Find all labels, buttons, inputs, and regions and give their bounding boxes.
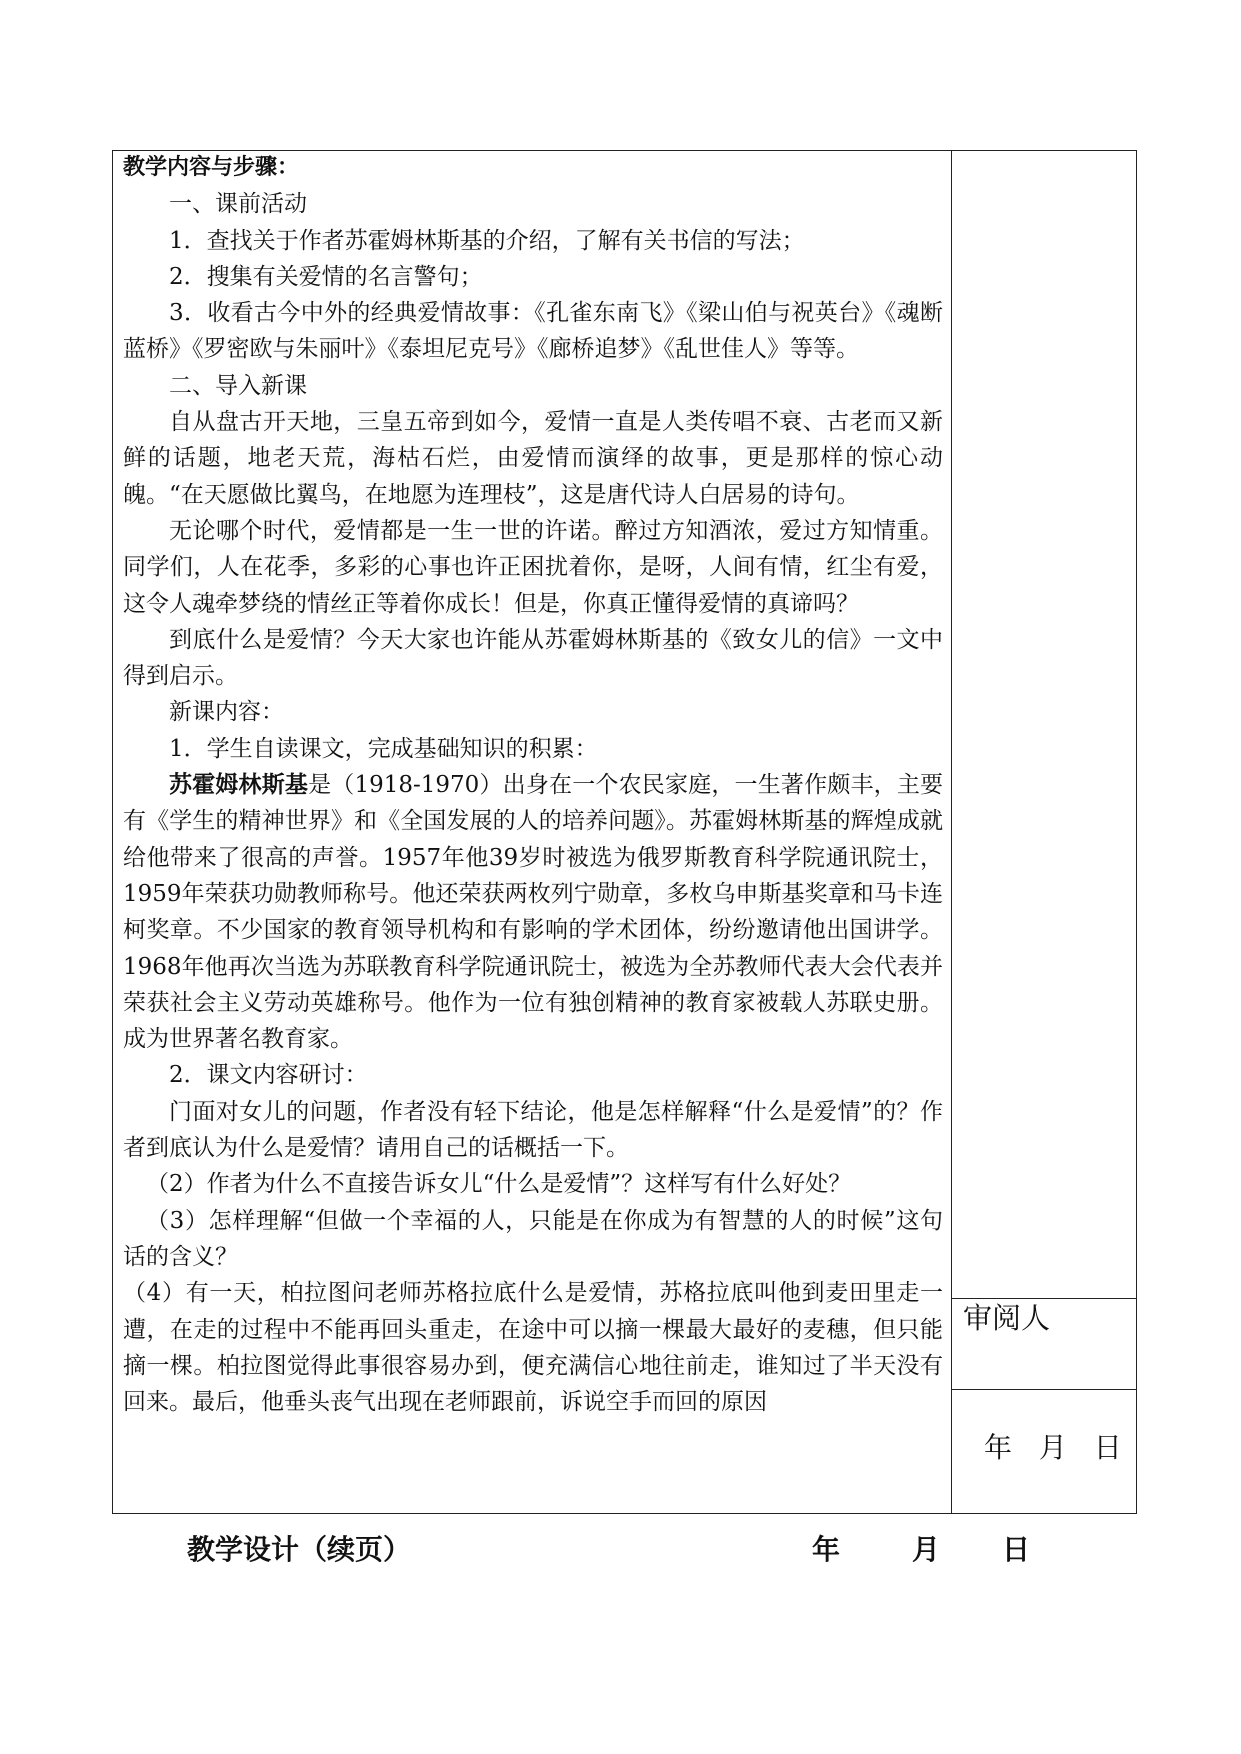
lesson-paragraph: [123, 767, 943, 1057]
lesson-paragraph: [123, 1057, 943, 1093]
paragraph-text: 是（1918-1970）出身在一个农民家庭，一生著作颇丰，主要有《学生的精神世界》和《全国发展的人的培养问题》。苏霍姆林斯基的辉煌成就给他带来了很高的声誉。1957年他39岁时被选为俄罗斯教育科学院通讯院士，1959年荣获功勋教师称号。他还荣获两枚列宁勋章，多枚乌申斯基奖章和马卡连柯奖章。不少国家的教育领导机构和有影响的学术团体，纷纷邀请他出国讲学。1968年他再次当选为苏联教育科学院通讯院士，被选为全苏教师代表大会代表并荣获社会主义劳动英雄称号。他作为一位有独创精神的教育家被载人苏联史册。成为世界著名教育家。: [123, 772, 943, 1053]
lesson-paragraph: [123, 404, 943, 513]
lesson-content: [123, 150, 943, 1420]
paragraph-text: 自从盘古开天地，三皇五帝到如今，爱情一直是人类传唱不衰、古老而又新鲜的话题，地老天荒，海枯石烂，由爱情而演绎的故事，更是那样的惊心动魄。“在天愿做比翼鸟，在地愿为连理枝”，这是唐代诗人白居易的诗句。: [123, 409, 943, 508]
paragraph-text: 1．学生自读课文，完成基础知识的积累：: [169, 735, 598, 762]
lesson-paragraph: [123, 731, 943, 767]
lesson-paragraph: [123, 513, 943, 622]
lesson-paragraph: [123, 223, 943, 259]
paragraph-text: 2．课文内容研讨：: [169, 1062, 368, 1089]
paragraph-text: 新课内容：: [169, 699, 284, 726]
lesson-paragraph: [123, 259, 943, 295]
paragraph-text: 无论哪个时代，爱情都是一生一世的许诺。醉过方知酒浓，爱过方知情重。同学们，人在花季，多彩的心事也许正困扰着你，是呀，人间有情，红尘有爱，这令人魂牵梦绕的情丝正等着你成长！但是，你真正懂得爱情的真谛吗？: [123, 517, 943, 617]
lesson-paragraph: [123, 186, 943, 222]
lesson-paragraph: [123, 1166, 943, 1202]
paragraph-text: （4）有一天，柏拉图问老师苏格拉底什么是爱情，苏格拉底叫他到麦田里走一遭，在走的过程中不能再回头重走，在途中可以摘一棵最大最好的麦穗，但只能摘一棵。柏拉图觉得此事很容易办到，便充满信心地往前走，谁知过了半天没有回来。最后，他垂头丧气出现在老师跟前，诉说空手而回的原因: [123, 1280, 943, 1416]
lesson-paragraphs: [123, 186, 943, 1420]
review-row-bottom-border: [951, 1389, 1137, 1390]
paragraph-text: （2）作者为什么不直接告诉女儿“什么是爱情”？这样写有什么好处？: [146, 1171, 852, 1198]
paragraph-text: 2．搜集有关爱情的名言警句；: [169, 263, 483, 290]
review-date: 年 月 日: [984, 1431, 1126, 1464]
paragraph-text: 二、导入新课: [169, 372, 307, 399]
lesson-heading: 教学内容与步骤：: [123, 155, 300, 180]
bold-name: 苏霍姆林斯基: [169, 772, 309, 799]
paragraph-text: 3．收看古今中外的经典爱情故事：《孔雀东南飞》《梁山伯与祝英台》《魂断蓝桥》《罗密欧与朱丽叶》《泰坦尼克号》《廊桥追梦》《乱世佳人》等等。: [123, 300, 943, 363]
paragraph-text: 门面对女儿的问题，作者没有轻下结论，他是怎样解释“什么是爱情”的？作者到底认为什么是爱情？请用自己的话概括一下。: [123, 1098, 943, 1162]
footer-day: 日: [1002, 1533, 1031, 1566]
footer-title: 教学设计（续页）: [187, 1533, 412, 1566]
lesson-paragraph: [123, 368, 943, 404]
paragraph-text: （3）怎样理解“但做一个幸福的人，只能是在你成为有智慧的人的时候”这句话的含义？: [123, 1207, 943, 1270]
paragraph-text: 到底什么是爱情？今天大家也许能从苏霍姆林斯基的《致女儿的信》一文中得到启示。: [123, 626, 943, 690]
footer-month: 月: [912, 1533, 941, 1566]
footer-year: 年: [812, 1533, 841, 1566]
lesson-paragraph: [123, 1094, 943, 1167]
reviewer-label: 审阅人: [963, 1301, 1051, 1335]
lesson-paragraph: [123, 1275, 943, 1420]
lesson-paragraph: [123, 622, 943, 695]
lesson-paragraph: [123, 1203, 943, 1276]
paragraph-text: 1．查找关于作者苏霍姆林斯基的介绍，了解有关书信的写法；: [169, 227, 805, 254]
lesson-paragraph: [123, 295, 943, 368]
lesson-paragraph: [123, 694, 943, 730]
paragraph-text: 一、课前活动: [169, 191, 307, 218]
column-divider: [951, 150, 952, 1514]
